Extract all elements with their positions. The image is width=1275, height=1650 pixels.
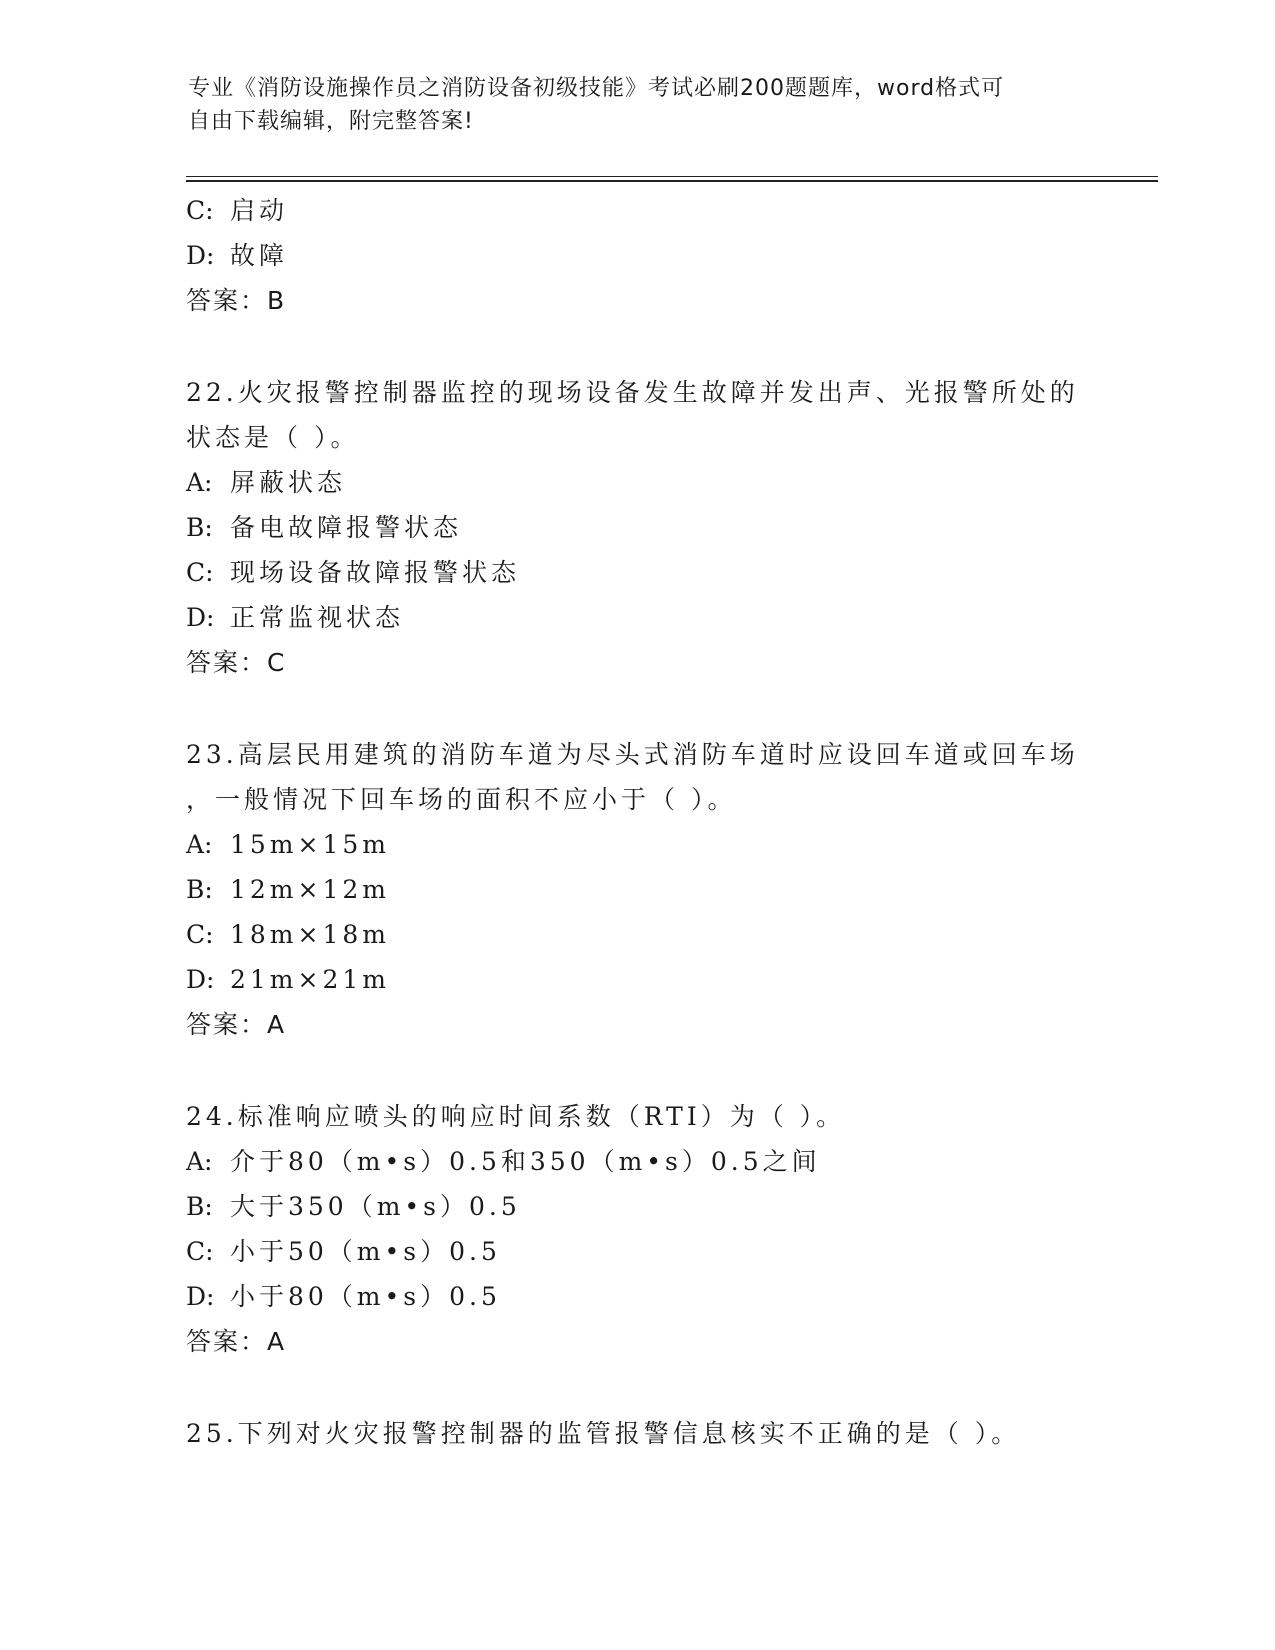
- header-divider-thin: [186, 176, 1158, 177]
- option-text: 15m×15m: [230, 830, 390, 859]
- option-key: B:: [186, 1192, 213, 1221]
- option-key: A:: [186, 1147, 213, 1176]
- header-divider-thick: [186, 180, 1158, 182]
- question-25: [186, 1411, 1086, 1456]
- answer-line: 答案：B: [186, 286, 287, 315]
- option-text: 现场设备故障报警状态: [230, 558, 521, 587]
- option-d: [186, 957, 1086, 1002]
- answer-line: 答案：C: [186, 648, 287, 677]
- option-b: [186, 1184, 1086, 1229]
- option-text: 大于350（m•s）0.5: [230, 1192, 521, 1221]
- option-text: 21m×21m: [230, 965, 390, 994]
- answer-line: 答案：A: [186, 1010, 287, 1039]
- question-text-line: 23.高层民用建筑的消防车道为尽头式消防车道时应设回车道或回车场: [186, 740, 1079, 769]
- option-c: [186, 912, 1086, 957]
- option-key: D:: [186, 241, 215, 270]
- option-text: 备电故障报警状态: [230, 513, 463, 542]
- option-text: 介于80（m•s）0.5和350（m•s）0.5之间: [230, 1147, 821, 1176]
- question-text-line: ，一般情况下回车场的面积不应小于（ ）。: [186, 785, 737, 814]
- question-text-line: 25.下列对火灾报警控制器的监管报警信息核实不正确的是（ ）。: [186, 1419, 1021, 1448]
- question-list: [186, 188, 1086, 1456]
- option-text: 小于50（m•s）0.5: [230, 1237, 501, 1266]
- option-text: 正常监视状态: [230, 603, 405, 632]
- option-d: [186, 595, 1086, 640]
- question-21-tail: [186, 188, 1086, 370]
- option-text: 12m×12m: [230, 875, 390, 904]
- option-b: [186, 867, 1086, 912]
- option-d: [186, 233, 1086, 278]
- answer-line: 答案：A: [186, 1327, 287, 1356]
- option-key: C:: [186, 558, 214, 587]
- option-key: C:: [186, 196, 214, 225]
- option-text: 启动: [230, 196, 289, 225]
- question-24: [186, 1094, 1086, 1411]
- option-b: [186, 505, 1086, 550]
- option-a: [186, 460, 1086, 505]
- option-key: D:: [186, 603, 215, 632]
- page-header: [188, 72, 1068, 138]
- option-text: 屏蔽状态: [230, 468, 347, 497]
- option-key: D:: [186, 965, 215, 994]
- option-key: B:: [186, 875, 213, 904]
- option-c: [186, 550, 1086, 595]
- option-c: [186, 188, 1086, 233]
- option-key: A:: [186, 830, 213, 859]
- option-key: A:: [186, 468, 213, 497]
- option-d: [186, 1274, 1086, 1319]
- option-a: [186, 822, 1086, 867]
- question-text-line: 状态是（ ）。: [186, 423, 360, 452]
- question-23: [186, 732, 1086, 1094]
- option-text: 故障: [230, 241, 289, 270]
- option-c: [186, 1229, 1086, 1274]
- option-text: 18m×18m: [230, 920, 390, 949]
- option-key: B:: [186, 513, 213, 542]
- option-key: D:: [186, 1282, 215, 1311]
- question-22: [186, 370, 1086, 732]
- question-text-line: 22.火灾报警控制器监控的现场设备发生故障并发出声、光报警所处的: [186, 378, 1079, 407]
- option-text: 小于80（m•s）0.5: [230, 1282, 501, 1311]
- header-line-1: 专业《消防设施操作员之消防设备初级技能》考试必刷200题题库，word格式可: [188, 76, 1005, 101]
- option-key: C:: [186, 1237, 214, 1266]
- question-text-line: 24.标准响应喷头的响应时间系数（RTI）为（ ）。: [186, 1102, 846, 1131]
- option-key: C:: [186, 920, 214, 949]
- option-a: [186, 1139, 1086, 1184]
- header-line-2: 自由下载编辑，附完整答案!: [188, 109, 474, 134]
